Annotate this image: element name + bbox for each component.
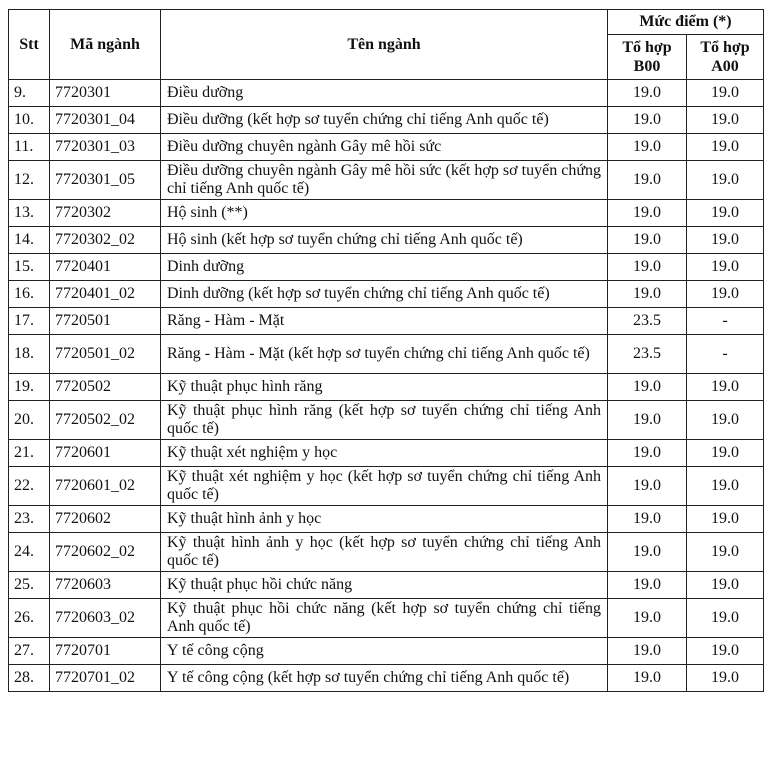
row-code: 7720501_02 <box>50 335 161 374</box>
row-score-a00: 19.0 <box>687 80 764 107</box>
row-score-a00: 19.0 <box>687 374 764 401</box>
row-code: 7720502 <box>50 374 161 401</box>
row-code: 7720601_02 <box>50 467 161 506</box>
row-code: 7720301 <box>50 80 161 107</box>
table-row <box>9 227 764 254</box>
row-name: Kỹ thuật phục hình răng <box>161 374 608 401</box>
table-row <box>9 638 764 665</box>
row-code: 7720501 <box>50 308 161 335</box>
row-stt: 14. <box>9 227 50 254</box>
row-name: Kỹ thuật xét nghiệm y học (kết hợp sơ tuyển chứng chỉ tiếng Anh quốc tế) <box>161 467 608 506</box>
table-row <box>9 533 764 572</box>
row-score-a00: 19.0 <box>687 281 764 308</box>
row-score-a00: 19.0 <box>687 254 764 281</box>
row-score-a00: 19.0 <box>687 134 764 161</box>
row-stt: 15. <box>9 254 50 281</box>
table-row <box>9 254 764 281</box>
row-score-b00: 19.0 <box>608 134 687 161</box>
row-code: 7720502_02 <box>50 401 161 440</box>
row-stt: 19. <box>9 374 50 401</box>
row-score-b00: 19.0 <box>608 638 687 665</box>
table-row <box>9 281 764 308</box>
row-name: Điều dưỡng <box>161 80 608 107</box>
row-stt: 22. <box>9 467 50 506</box>
row-name: Điều dưỡng chuyên ngành Gây mê hồi sức <box>161 134 608 161</box>
row-score-b00: 19.0 <box>608 440 687 467</box>
table-row <box>9 467 764 506</box>
row-score-b00: 19.0 <box>608 599 687 638</box>
row-name: Y tế công cộng (kết hợp sơ tuyển chứng chỉ tiếng Anh quốc tế) <box>161 665 608 692</box>
row-code: 7720301_03 <box>50 134 161 161</box>
table-row <box>9 374 764 401</box>
row-score-b00: 23.5 <box>608 335 687 374</box>
table-row <box>9 335 764 374</box>
row-name: Dinh dưỡng (kết hợp sơ tuyển chứng chỉ tiếng Anh quốc tế) <box>161 281 608 308</box>
header-name: Tên ngành <box>161 10 608 80</box>
row-score-b00: 19.0 <box>608 467 687 506</box>
row-score-b00: 19.0 <box>608 107 687 134</box>
row-score-b00: 19.0 <box>608 161 687 200</box>
row-stt: 16. <box>9 281 50 308</box>
row-score-a00: 19.0 <box>687 227 764 254</box>
row-score-b00: 19.0 <box>608 572 687 599</box>
row-score-a00: 19.0 <box>687 467 764 506</box>
table-body <box>9 80 764 692</box>
row-score-b00: 19.0 <box>608 533 687 572</box>
table-row <box>9 134 764 161</box>
row-stt: 23. <box>9 506 50 533</box>
row-score-b00: 19.0 <box>608 227 687 254</box>
row-name: Hộ sinh (**) <box>161 200 608 227</box>
row-stt: 13. <box>9 200 50 227</box>
table-row <box>9 401 764 440</box>
row-stt: 17. <box>9 308 50 335</box>
row-score-a00: 19.0 <box>687 200 764 227</box>
row-code: 7720302 <box>50 200 161 227</box>
row-code: 7720401_02 <box>50 281 161 308</box>
row-code: 7720301_05 <box>50 161 161 200</box>
row-code: 7720602 <box>50 506 161 533</box>
header-b00: Tổ hợp B00 <box>608 35 687 80</box>
row-stt: 20. <box>9 401 50 440</box>
table-row <box>9 161 764 200</box>
table-row <box>9 308 764 335</box>
table-row <box>9 107 764 134</box>
row-stt: 9. <box>9 80 50 107</box>
row-stt: 12. <box>9 161 50 200</box>
header-score-group: Mức điểm (*) <box>608 10 764 35</box>
row-name: Kỹ thuật phục hồi chức năng (kết hợp sơ tuyển chứng chỉ tiếng Anh quốc tế) <box>161 599 608 638</box>
row-score-b00: 19.0 <box>608 80 687 107</box>
row-code: 7720603 <box>50 572 161 599</box>
row-name: Dinh dưỡng <box>161 254 608 281</box>
row-score-a00: 19.0 <box>687 665 764 692</box>
row-score-a00: 19.0 <box>687 506 764 533</box>
table-row <box>9 506 764 533</box>
row-code: 7720601 <box>50 440 161 467</box>
table-row <box>9 665 764 692</box>
table-row <box>9 572 764 599</box>
row-name: Kỹ thuật xét nghiệm y học <box>161 440 608 467</box>
row-stt: 10. <box>9 107 50 134</box>
row-stt: 18. <box>9 335 50 374</box>
row-name: Răng - Hàm - Mặt <box>161 308 608 335</box>
row-name: Kỹ thuật hình ảnh y học <box>161 506 608 533</box>
row-stt: 21. <box>9 440 50 467</box>
row-stt: 11. <box>9 134 50 161</box>
row-score-b00: 23.5 <box>608 308 687 335</box>
row-score-a00: - <box>687 335 764 374</box>
header-a00: Tổ hợp A00 <box>687 35 764 80</box>
header-code: Mã ngành <box>50 10 161 80</box>
row-score-b00: 19.0 <box>608 665 687 692</box>
row-score-a00: 19.0 <box>687 161 764 200</box>
row-stt: 27. <box>9 638 50 665</box>
row-name: Kỹ thuật phục hồi chức năng <box>161 572 608 599</box>
row-code: 7720401 <box>50 254 161 281</box>
row-score-b00: 19.0 <box>608 200 687 227</box>
row-score-a00: 19.0 <box>687 440 764 467</box>
row-name: Kỹ thuật hình ảnh y học (kết hợp sơ tuyển chứng chỉ tiếng Anh quốc tế) <box>161 533 608 572</box>
row-score-b00: 19.0 <box>608 281 687 308</box>
row-stt: 26. <box>9 599 50 638</box>
row-score-a00: 19.0 <box>687 638 764 665</box>
row-name: Y tế công cộng <box>161 638 608 665</box>
row-name: Điều dưỡng chuyên ngành Gây mê hồi sức (kết hợp sơ tuyển chứng chỉ tiếng Anh quốc tế) <box>161 161 608 200</box>
row-stt: 28. <box>9 665 50 692</box>
table-row <box>9 80 764 107</box>
row-score-a00: 19.0 <box>687 401 764 440</box>
row-code: 7720701_02 <box>50 665 161 692</box>
row-code: 7720603_02 <box>50 599 161 638</box>
row-name: Kỹ thuật phục hình răng (kết hợp sơ tuyển chứng chỉ tiếng Anh quốc tế) <box>161 401 608 440</box>
table-row <box>9 440 764 467</box>
row-stt: 25. <box>9 572 50 599</box>
row-name: Điều dưỡng (kết hợp sơ tuyển chứng chỉ tiếng Anh quốc tế) <box>161 107 608 134</box>
row-score-a00: 19.0 <box>687 572 764 599</box>
admission-score-table <box>8 9 764 692</box>
row-code: 7720602_02 <box>50 533 161 572</box>
row-code: 7720302_02 <box>50 227 161 254</box>
header-stt: Stt <box>9 10 50 80</box>
row-score-b00: 19.0 <box>608 401 687 440</box>
row-score-a00: 19.0 <box>687 107 764 134</box>
table-row <box>9 200 764 227</box>
row-code: 7720301_04 <box>50 107 161 134</box>
row-stt: 24. <box>9 533 50 572</box>
row-score-a00: 19.0 <box>687 599 764 638</box>
row-score-a00: - <box>687 308 764 335</box>
row-score-b00: 19.0 <box>608 254 687 281</box>
row-name: Răng - Hàm - Mặt (kết hợp sơ tuyển chứng chỉ tiếng Anh quốc tế) <box>161 335 608 374</box>
row-code: 7720701 <box>50 638 161 665</box>
row-score-b00: 19.0 <box>608 506 687 533</box>
row-score-a00: 19.0 <box>687 533 764 572</box>
row-name: Hộ sinh (kết hợp sơ tuyển chứng chỉ tiếng Anh quốc tế) <box>161 227 608 254</box>
table-row <box>9 599 764 638</box>
row-score-b00: 19.0 <box>608 374 687 401</box>
